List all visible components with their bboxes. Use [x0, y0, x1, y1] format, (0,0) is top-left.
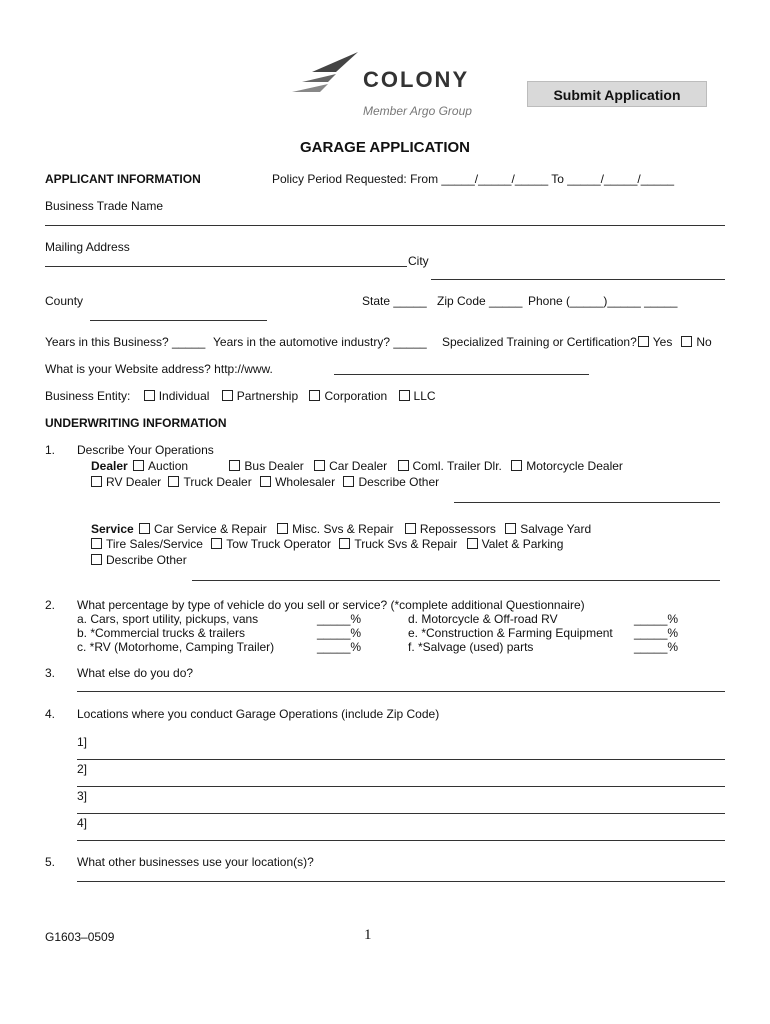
q2-d-percent-field[interactable]: _____% — [634, 612, 679, 626]
dealer-rv-checkbox[interactable] — [91, 476, 102, 487]
policy-period-field[interactable]: Policy Period Requested: From _____/_____/_____ To _____/_____/_____ — [272, 172, 675, 186]
trade-name-label: Business Trade Name — [45, 199, 164, 213]
q1-text: Describe Your Operations — [77, 443, 214, 457]
dealer-row-1: Dealer Auction Bus Dealer Car Dealer Coml. Trailer Dlr. Motorcycle Dealer — [91, 459, 623, 473]
service-row-2: Tire Sales/Service Tow Truck Operator Truck Svs & Repair Valet & Parking — [91, 537, 563, 551]
years-auto-field[interactable]: Years in the automotive industry? _____ — [213, 335, 427, 349]
location-4-label: 4] — [77, 816, 88, 830]
q2-c-percent-field[interactable]: _____% — [317, 640, 362, 654]
years-business-field[interactable]: Years in this Business? _____ — [45, 335, 206, 349]
dealer-wholesaler-checkbox[interactable] — [260, 476, 271, 487]
city-label: City — [408, 254, 429, 268]
page-title: GARAGE APPLICATION — [299, 139, 470, 156]
mailing-address-label: Mailing Address — [45, 240, 130, 254]
specialized-yes-checkbox[interactable] — [638, 336, 649, 347]
underwriting-heading: UNDERWRITING INFORMATION — [45, 416, 227, 430]
phone-field[interactable]: Phone (_____)_____ _____ — [528, 294, 678, 308]
page-number: 1 — [364, 927, 372, 943]
q5-number: 5. — [45, 855, 56, 869]
location-4-field[interactable] — [77, 840, 725, 841]
service-misc-checkbox[interactable] — [277, 523, 288, 534]
service-describe-other-checkbox[interactable] — [91, 554, 102, 565]
q2-e-percent-field[interactable]: _____% — [634, 626, 679, 640]
q2-a-percent-field[interactable]: _____% — [317, 612, 362, 626]
q2-b-label: b. *Commercial trucks & trailers — [77, 626, 246, 640]
service-car-repair-checkbox[interactable] — [139, 523, 150, 534]
service-other-field[interactable] — [192, 580, 720, 581]
entity-corporation-checkbox[interactable] — [309, 390, 320, 401]
form-id: G1603–0509 — [45, 930, 115, 944]
county-label: County — [45, 294, 84, 308]
service-row-1: Service Car Service & Repair Misc. Svs & Repair Repossessors Salvage Yard — [91, 522, 592, 536]
state-field[interactable]: State _____ — [362, 294, 427, 308]
location-2-field[interactable] — [77, 786, 725, 787]
dealer-motorcycle-checkbox[interactable] — [511, 460, 522, 471]
q2-e-label: e. *Construction & Farming Equipment — [408, 626, 613, 640]
service-row-3: Describe Other — [91, 553, 187, 567]
specialized-training-label: Specialized Training or Certification? Yes No — [442, 335, 712, 349]
q2-f-percent-field[interactable]: _____% — [634, 640, 679, 654]
county-field[interactable] — [90, 320, 267, 321]
q2-a-label: a. Cars, sport utility, pickups, vans — [77, 612, 259, 626]
service-repossessors-checkbox[interactable] — [405, 523, 416, 534]
logo-subtitle: Member Argo Group — [363, 104, 472, 118]
q2-f-label: f. *Salvage (used) parts — [408, 640, 534, 654]
location-3-field[interactable] — [77, 813, 725, 814]
entity-llc-checkbox[interactable] — [399, 390, 410, 401]
q4-text: Locations where you conduct Garage Operations (include Zip Code) — [77, 707, 440, 721]
q2-text: What percentage by type of vehicle do you sell or service? (*complete additional Questionnaire) — [77, 598, 585, 612]
q1-number: 1. — [45, 443, 56, 457]
submit-application-button[interactable]: Submit Application — [527, 81, 707, 107]
service-salvage-checkbox[interactable] — [505, 523, 516, 534]
website-field[interactable] — [334, 374, 589, 375]
location-3-label: 3] — [77, 789, 88, 803]
applicant-heading: APPLICANT INFORMATION — [45, 172, 201, 186]
dealer-bus-checkbox[interactable] — [229, 460, 240, 471]
q2-b-percent-field[interactable]: _____% — [317, 626, 362, 640]
service-valet-checkbox[interactable] — [467, 538, 478, 549]
q4-number: 4. — [45, 707, 56, 721]
colony-logo-icon — [292, 52, 360, 94]
specialized-no-checkbox[interactable] — [681, 336, 692, 347]
q2-d-label: d. Motorcycle & Off-road RV — [408, 612, 558, 626]
q3-number: 3. — [45, 666, 56, 680]
dealer-describe-other-checkbox[interactable] — [343, 476, 354, 487]
q3-text: What else do you do? — [77, 666, 194, 680]
entity-individual-checkbox[interactable] — [144, 390, 155, 401]
q5-text: What other businesses use your location(s)? — [77, 855, 314, 869]
q5-answer-field[interactable] — [77, 881, 725, 882]
location-1-field[interactable] — [77, 759, 725, 760]
location-2-label: 2] — [77, 762, 88, 776]
q2-c-label: c. *RV (Motorhome, Camping Trailer) — [77, 640, 275, 654]
trade-name-field[interactable] — [45, 225, 725, 226]
logo-name: COLONY — [363, 67, 470, 92]
dealer-auction-checkbox[interactable] — [133, 460, 144, 471]
entity-partnership-checkbox[interactable] — [222, 390, 233, 401]
mailing-address-field[interactable] — [45, 266, 407, 267]
business-entity-row: Business Entity: Individual Partnership Corporation LLC — [45, 389, 436, 403]
location-1-label: 1] — [77, 735, 88, 749]
website-label: What is your Website address? http://www. — [45, 362, 273, 376]
dealer-truck-checkbox[interactable] — [168, 476, 179, 487]
dealer-other-field[interactable] — [454, 502, 720, 503]
service-truck-repair-checkbox[interactable] — [339, 538, 350, 549]
q3-answer-field[interactable] — [77, 691, 725, 692]
dealer-coml-trailer-checkbox[interactable] — [398, 460, 409, 471]
zip-field[interactable]: Zip Code _____ — [437, 294, 523, 308]
q2-number: 2. — [45, 598, 56, 612]
city-field[interactable] — [431, 279, 725, 280]
service-tow-checkbox[interactable] — [211, 538, 222, 549]
dealer-car-checkbox[interactable] — [314, 460, 325, 471]
dealer-row-2: RV Dealer Truck Dealer Wholesaler Describe Other — [91, 475, 439, 489]
service-tire-checkbox[interactable] — [91, 538, 102, 549]
